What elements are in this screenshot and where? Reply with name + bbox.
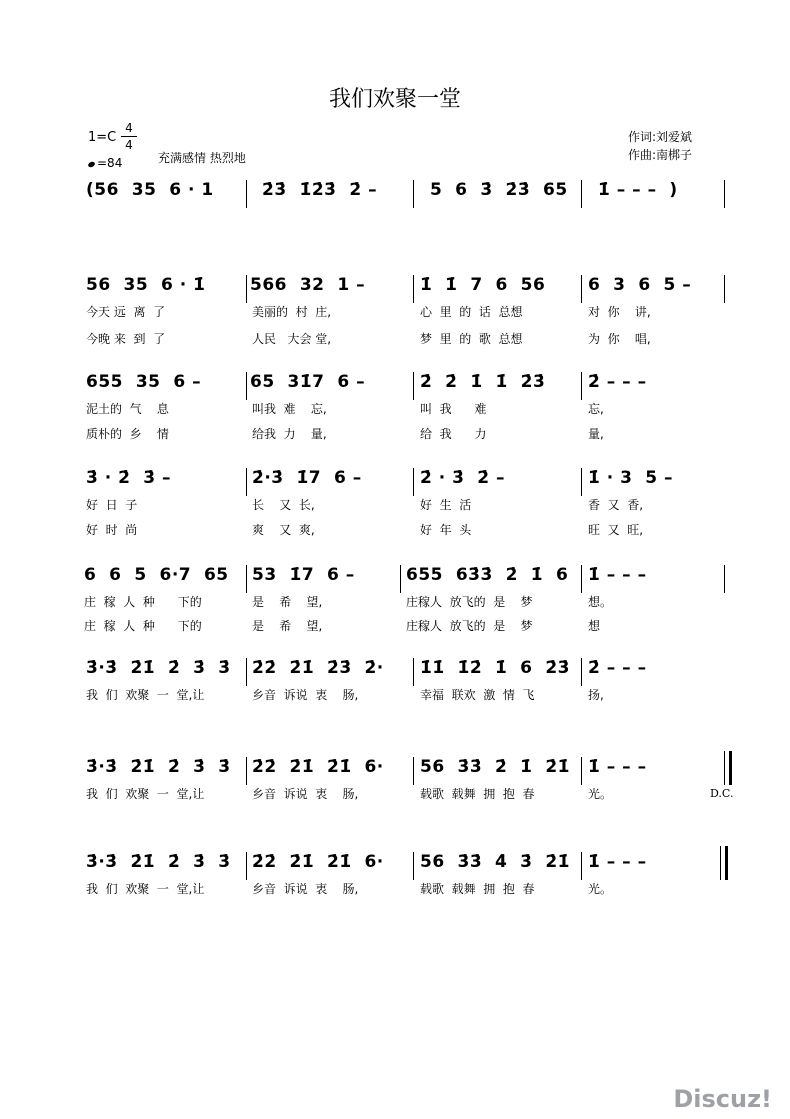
barline	[246, 372, 247, 400]
measure-notes: 56 35 6 · 1̇	[86, 275, 206, 295]
barline	[729, 751, 732, 785]
measure-notes: 6 3 6 5 –	[588, 275, 692, 295]
measure-notes: 1̇ – – –	[588, 757, 647, 777]
measure-notes: 655 35 6 –	[86, 372, 202, 392]
measure-notes: 3̇·3̇ 2̇1̇ 2̇ 3̇ 3̇	[86, 658, 231, 678]
lyric: 美丽的 村 庄,	[252, 305, 332, 319]
lyric: 想。	[588, 595, 613, 609]
measure-notes: 2̇·3̇ 1̇7 6 –	[252, 468, 362, 488]
lyric: 给 我 力	[420, 427, 487, 441]
lyric: 爽 又 爽,	[252, 523, 315, 537]
lyricist-credit: 作词:刘爱斌	[628, 130, 693, 144]
barline	[581, 275, 582, 303]
lyric: 今天 远 离 了	[86, 305, 166, 319]
time-signature-bottom: 4	[125, 138, 133, 152]
lyric: 是 希 望,	[252, 619, 323, 633]
lyric: 我 们 欢聚 一 堂,让	[86, 882, 205, 896]
time-signature	[121, 121, 137, 152]
barline	[413, 275, 414, 303]
measure-notes: 1̇ – – – )	[598, 180, 678, 200]
lyric: 人民 大会 堂,	[252, 332, 332, 346]
lyric: 我 们 欢聚 一 堂,让	[86, 787, 205, 801]
lyric: 为 你 唱,	[588, 332, 651, 346]
measure-notes: 6 6 5 6·7 65	[84, 565, 229, 585]
barline	[246, 275, 247, 303]
lyric: 香 又 香,	[588, 498, 644, 512]
lyric: 叫我 难 忘,	[252, 402, 327, 416]
barline	[725, 846, 728, 880]
barline	[246, 757, 247, 785]
lyric: 长 又 长,	[252, 498, 315, 512]
measure-notes: 2̇2̇ 2̇1̇ 2̇1̇ 6·	[252, 852, 384, 872]
barline	[724, 180, 725, 208]
lyric: 乡音 诉说 衷 肠,	[252, 882, 359, 896]
lyric: 想	[588, 619, 601, 633]
barline	[246, 468, 247, 496]
barline	[413, 180, 414, 208]
lyric: 今晚 来 到 了	[86, 332, 166, 346]
barline	[581, 180, 582, 208]
lyric: 好 年 头	[420, 523, 472, 537]
measure-notes: 65 31̇7 6 –	[250, 372, 366, 392]
da-capo-marking: D.C.	[710, 787, 734, 800]
lyric: 光。	[588, 882, 613, 896]
lyric: 旺 又 旺,	[588, 523, 644, 537]
measure-notes: (56 35 6 · 1	[86, 180, 214, 200]
lyric: 叫 我 难	[420, 402, 487, 416]
key-signature: 1=C	[88, 130, 117, 145]
measure-notes: 655 63̇3̇ 2̇ 1̇ 6	[406, 565, 569, 585]
barline	[724, 565, 725, 593]
measure-notes: 1̇ 1̇ 7 6 56	[420, 275, 546, 295]
lyric: 给我 力 量,	[252, 427, 327, 441]
lyric: 载歌 载舞 拥 抱 春	[420, 882, 535, 896]
measure-notes: 2̇2̇ 2̇1̇ 2̇3̇ 2̇·	[252, 658, 384, 678]
lyric: 庄 稼 人 种 下的	[84, 595, 202, 609]
lyric: 对 你 讲,	[588, 305, 651, 319]
watermark-logo: Discuz!	[673, 1085, 772, 1113]
time-signature-top: 4	[125, 121, 133, 135]
lyric: 幸福 联欢 激 情 飞	[420, 688, 535, 702]
lyric: 心 里 的 话 总想	[420, 305, 523, 319]
measure-notes: 2̇ · 3̇ 2̇ –	[420, 468, 506, 488]
barline	[581, 372, 582, 400]
lyric: 好 日 子	[86, 498, 138, 512]
lyric: 我 们 欢聚 一 堂,让	[86, 688, 205, 702]
measure-notes: 2̇ – – –	[588, 658, 647, 678]
lyric: 载歌 载舞 拥 抱 春	[420, 787, 535, 801]
measure-notes: 566 32 1 –	[250, 275, 366, 295]
barline	[581, 658, 582, 686]
barline	[724, 275, 725, 303]
barline	[581, 757, 582, 785]
barline	[246, 180, 247, 208]
song-title: 我们欢聚一堂	[328, 87, 461, 112]
measure-notes: 1̇ – – –	[588, 565, 647, 585]
measure-notes: 53 1̇7 6 –	[252, 565, 355, 585]
lyric: 好 生 活	[420, 498, 472, 512]
barline	[413, 372, 414, 400]
lyric: 庄稼人 放飞的 是 梦	[406, 595, 533, 609]
lyric: 是 希 望,	[252, 595, 323, 609]
barline	[413, 468, 414, 496]
tempo-value: =84	[97, 156, 123, 170]
measure-notes: 1̇ · 3 5 –	[588, 468, 674, 488]
lyric: 扬,	[588, 688, 604, 702]
barline	[413, 852, 414, 880]
composer-credit: 作曲:南梆子	[628, 148, 693, 162]
expression-marking: 充满感情 热烈地	[158, 151, 246, 165]
measure-notes: 1̇1̇ 1̇2̇ 1̇ 6 2̇3̇	[420, 658, 570, 678]
barline	[413, 658, 414, 686]
barline	[246, 852, 247, 880]
lyric: 乡音 诉说 衷 肠,	[252, 787, 359, 801]
lyric: 忘,	[588, 402, 604, 416]
barline	[246, 658, 247, 686]
lyric: 光。	[588, 787, 613, 801]
lyric: 泥土的 气 息	[86, 402, 169, 416]
barline	[400, 565, 401, 593]
measure-notes: 1̇ – – –	[588, 852, 647, 872]
measure-notes: 3̇·3̇ 2̇1̇ 2̇ 3̇ 3̇	[86, 852, 231, 872]
measure-notes: 2̇3̇ 1̇2̇3̇ 2̇ –	[262, 180, 378, 200]
tempo-marking	[88, 156, 122, 170]
barline	[581, 852, 582, 880]
barline	[724, 751, 725, 785]
lyric: 庄 稼 人 种 下的	[84, 619, 202, 633]
barline	[581, 565, 582, 593]
lyric: 量,	[588, 427, 604, 441]
measure-notes: 2̇ 2̇ 1̇ 1̇ 2̇3̇	[420, 372, 546, 392]
measure-notes: 56 3̇3̇ 2̇ 1̇ 2̇1̇	[420, 757, 570, 777]
measure-notes: 3̇·3̇ 2̇1̇ 2̇ 3̇ 3̇	[86, 757, 231, 777]
measure-notes: 56 3̇3̇ 4̇ 3̇ 2̇1̇	[420, 852, 570, 872]
measure-notes: 3̇ · 2̇ 3̇ –	[86, 468, 172, 488]
quarter-note-icon	[87, 161, 95, 168]
measure-notes: 5 6 3̇ 2̇3̇ 65	[430, 180, 568, 200]
barline	[413, 757, 414, 785]
lyric: 质朴的 乡 情	[86, 427, 169, 441]
lyric: 梦 里 的 歌 总想	[420, 332, 523, 346]
lyric: 乡音 诉说 衷 肠,	[252, 688, 359, 702]
lyric: 庄稼人 放飞的 是 梦	[406, 619, 533, 633]
measure-notes: 2̇2̇ 2̇1̇ 2̇1̇ 6·	[252, 757, 384, 777]
lyric: 好 时 尚	[86, 523, 138, 537]
measure-notes: 2̇ – – –	[588, 372, 647, 392]
barline	[246, 565, 247, 593]
barline	[581, 468, 582, 496]
barline	[720, 846, 721, 880]
